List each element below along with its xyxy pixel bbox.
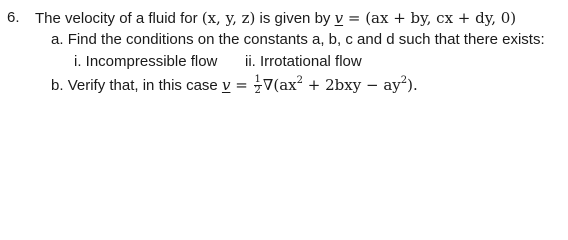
intro-coords: (x, y, z) xyxy=(201,9,256,27)
part-a-label: a. xyxy=(51,31,64,48)
part-b-vector-symbol: v xyxy=(221,76,231,94)
question-number: 6. xyxy=(7,9,20,26)
part-b-equals: = xyxy=(230,76,253,94)
velocity-vector-symbol: v xyxy=(334,9,344,27)
part-b xyxy=(51,75,418,97)
exponent-2: 2 xyxy=(400,75,408,86)
part-a xyxy=(51,30,545,50)
velocity-expression: (ax + by, cx + dy, 0) xyxy=(365,9,517,27)
question-intro xyxy=(35,8,516,29)
intro-text-before: The velocity of a fluid for xyxy=(35,10,202,27)
subpart-i: i. Incompressible flow xyxy=(74,53,218,70)
nabla-symbol: ∇ xyxy=(262,76,274,94)
fraction-numerator: 1 xyxy=(254,73,261,85)
part-b-text: Verify that, in this case xyxy=(67,77,222,94)
potential-expr-open: (ax xyxy=(273,76,297,94)
potential-expr-mid: + 2bxy − ay xyxy=(303,76,401,94)
exponent-1: 2 xyxy=(296,75,304,86)
subpart-ii: ii. Irrotational flow xyxy=(245,53,362,70)
intro-text-middle: is given by xyxy=(255,10,335,27)
part-a-text: Find the conditions on the constants a, b, c and d such that there exists: xyxy=(67,31,545,48)
fraction-denominator: 2 xyxy=(254,84,261,96)
part-b-label: b. xyxy=(51,77,64,94)
intro-equals: = xyxy=(343,9,366,27)
potential-expr-close: ). xyxy=(407,76,418,94)
one-half-fraction xyxy=(254,75,262,96)
